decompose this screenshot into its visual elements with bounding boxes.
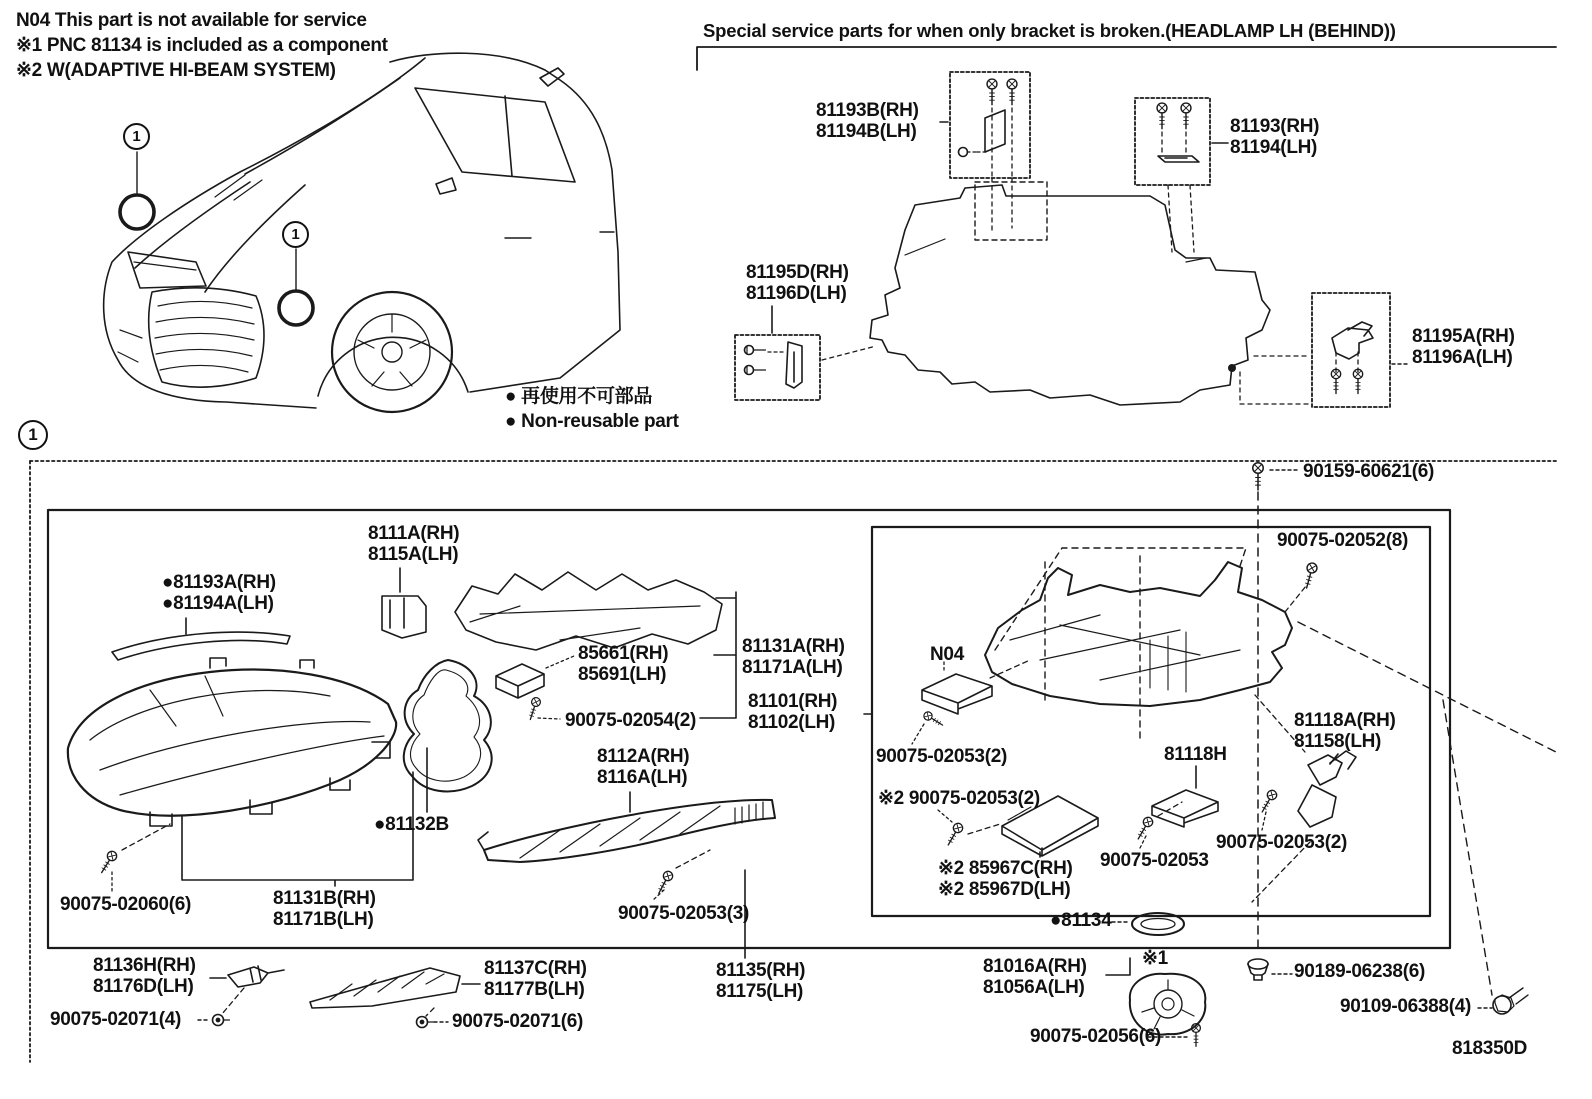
part-label-81195a: 81195A(RH) 81196A(LH) (1412, 326, 1515, 368)
part-label-81137c: 81137C(RH) 81177B(LH) (484, 958, 587, 1000)
clip-label-90189: 90189-06238(6) (1294, 961, 1426, 982)
screw-label-90075-02053-2c: 90075-02053(2) (1216, 832, 1348, 853)
part-label-85661: 85661(RH) 85691(LH) (578, 643, 669, 685)
part-label-81134: ●81134 (1050, 910, 1112, 931)
screw-label-90075-02053-3: 90075-02053(3) (618, 903, 750, 924)
part-label-n04: N04 (930, 644, 964, 665)
note-ref1: ※1 PNC 81134 is included as a component (16, 35, 388, 56)
section-1-marker: 1 (18, 420, 48, 450)
headlamp-housing-art (912, 548, 1556, 995)
screw-label-90075-02052: 90075-02052(8) (1277, 530, 1409, 551)
note-n04: N04 This part is not available for service (16, 10, 367, 31)
callout-circle-1b: 1 (282, 221, 309, 248)
diagram-code: 818350D (1452, 1038, 1528, 1059)
part-label-81135: 81135(RH) 81175(LH) (716, 960, 806, 1002)
service-notes (16, 8, 388, 83)
part-label-81132b: ●81132B (374, 814, 449, 835)
legend-non-reusable-jp: ● 再使用不可部品 (505, 386, 653, 407)
car-line-art (104, 53, 620, 412)
screw-label-90075-02053-2a: 90075-02053(2) (876, 746, 1008, 767)
part-label-8111a: 8111A(RH) 8115A(LH) (368, 523, 460, 565)
part-label-81118a: 81118A(RH) 81158(LH) (1294, 710, 1396, 752)
part-label-85967: ※2 85967C(RH) ※2 85967D(LH) (938, 858, 1073, 900)
screw-label-90075-02056: 90075-02056(6) (1030, 1026, 1162, 1047)
part-label-81016a: 81016A(RH) 81056A(LH) (983, 956, 1087, 998)
part-label-81193: 81193(RH) 81194(LH) (1230, 116, 1320, 158)
part-label-8112a: 8112A(RH) 8116A(LH) (597, 746, 690, 788)
part-label-81195d: 81195D(RH) 81196D(LH) (746, 262, 849, 304)
screw-label-90075-02054: 90075-02054(2) (565, 710, 697, 731)
callout-circle-1a: 1 (123, 123, 150, 150)
part-label-81131b: 81131B(RH) 81171B(LH) (273, 888, 376, 930)
ref1-marker: ※1 (1142, 948, 1168, 969)
special-section-title: Special service parts for when only bracket is broken.(HEADLAMP LH (BEHIND)) (703, 20, 1396, 41)
screw-label-90075-02053-plain: 90075-02053 (1100, 850, 1209, 871)
screw-label-90075-02060: 90075-02060(6) (60, 894, 192, 915)
screw-label-90075-02053-2b: ※2 90075-02053(2) (878, 788, 1040, 809)
part-label-81193a: ●81193A(RH) ●81194A(LH) (162, 572, 276, 614)
bolt-label-90109: 90109-06388(4) (1340, 996, 1472, 1017)
part-label-81101: 81101(RH) 81102(LH) (748, 691, 838, 733)
screw-label-90075-02071-6: 90075-02071(6) (452, 1011, 584, 1032)
part-label-81136h: 81136H(RH) 81176D(LH) (93, 955, 196, 997)
note-ref2: ※2 W(ADAPTIVE HI-BEAM SYSTEM) (16, 60, 336, 81)
screw-label-90075-02071-4: 90075-02071(4) (50, 1009, 182, 1030)
legend-non-reusable-en: ● Non-reusable part (505, 411, 679, 432)
part-label-81193b: 81193B(RH) 81194B(LH) (816, 100, 919, 142)
part-label-81131a: 81131A(RH) 81171A(LH) (742, 636, 845, 678)
screw-label-90159: 90159-60621(6) (1303, 461, 1435, 482)
part-label-81118h: 81118H (1164, 744, 1227, 765)
